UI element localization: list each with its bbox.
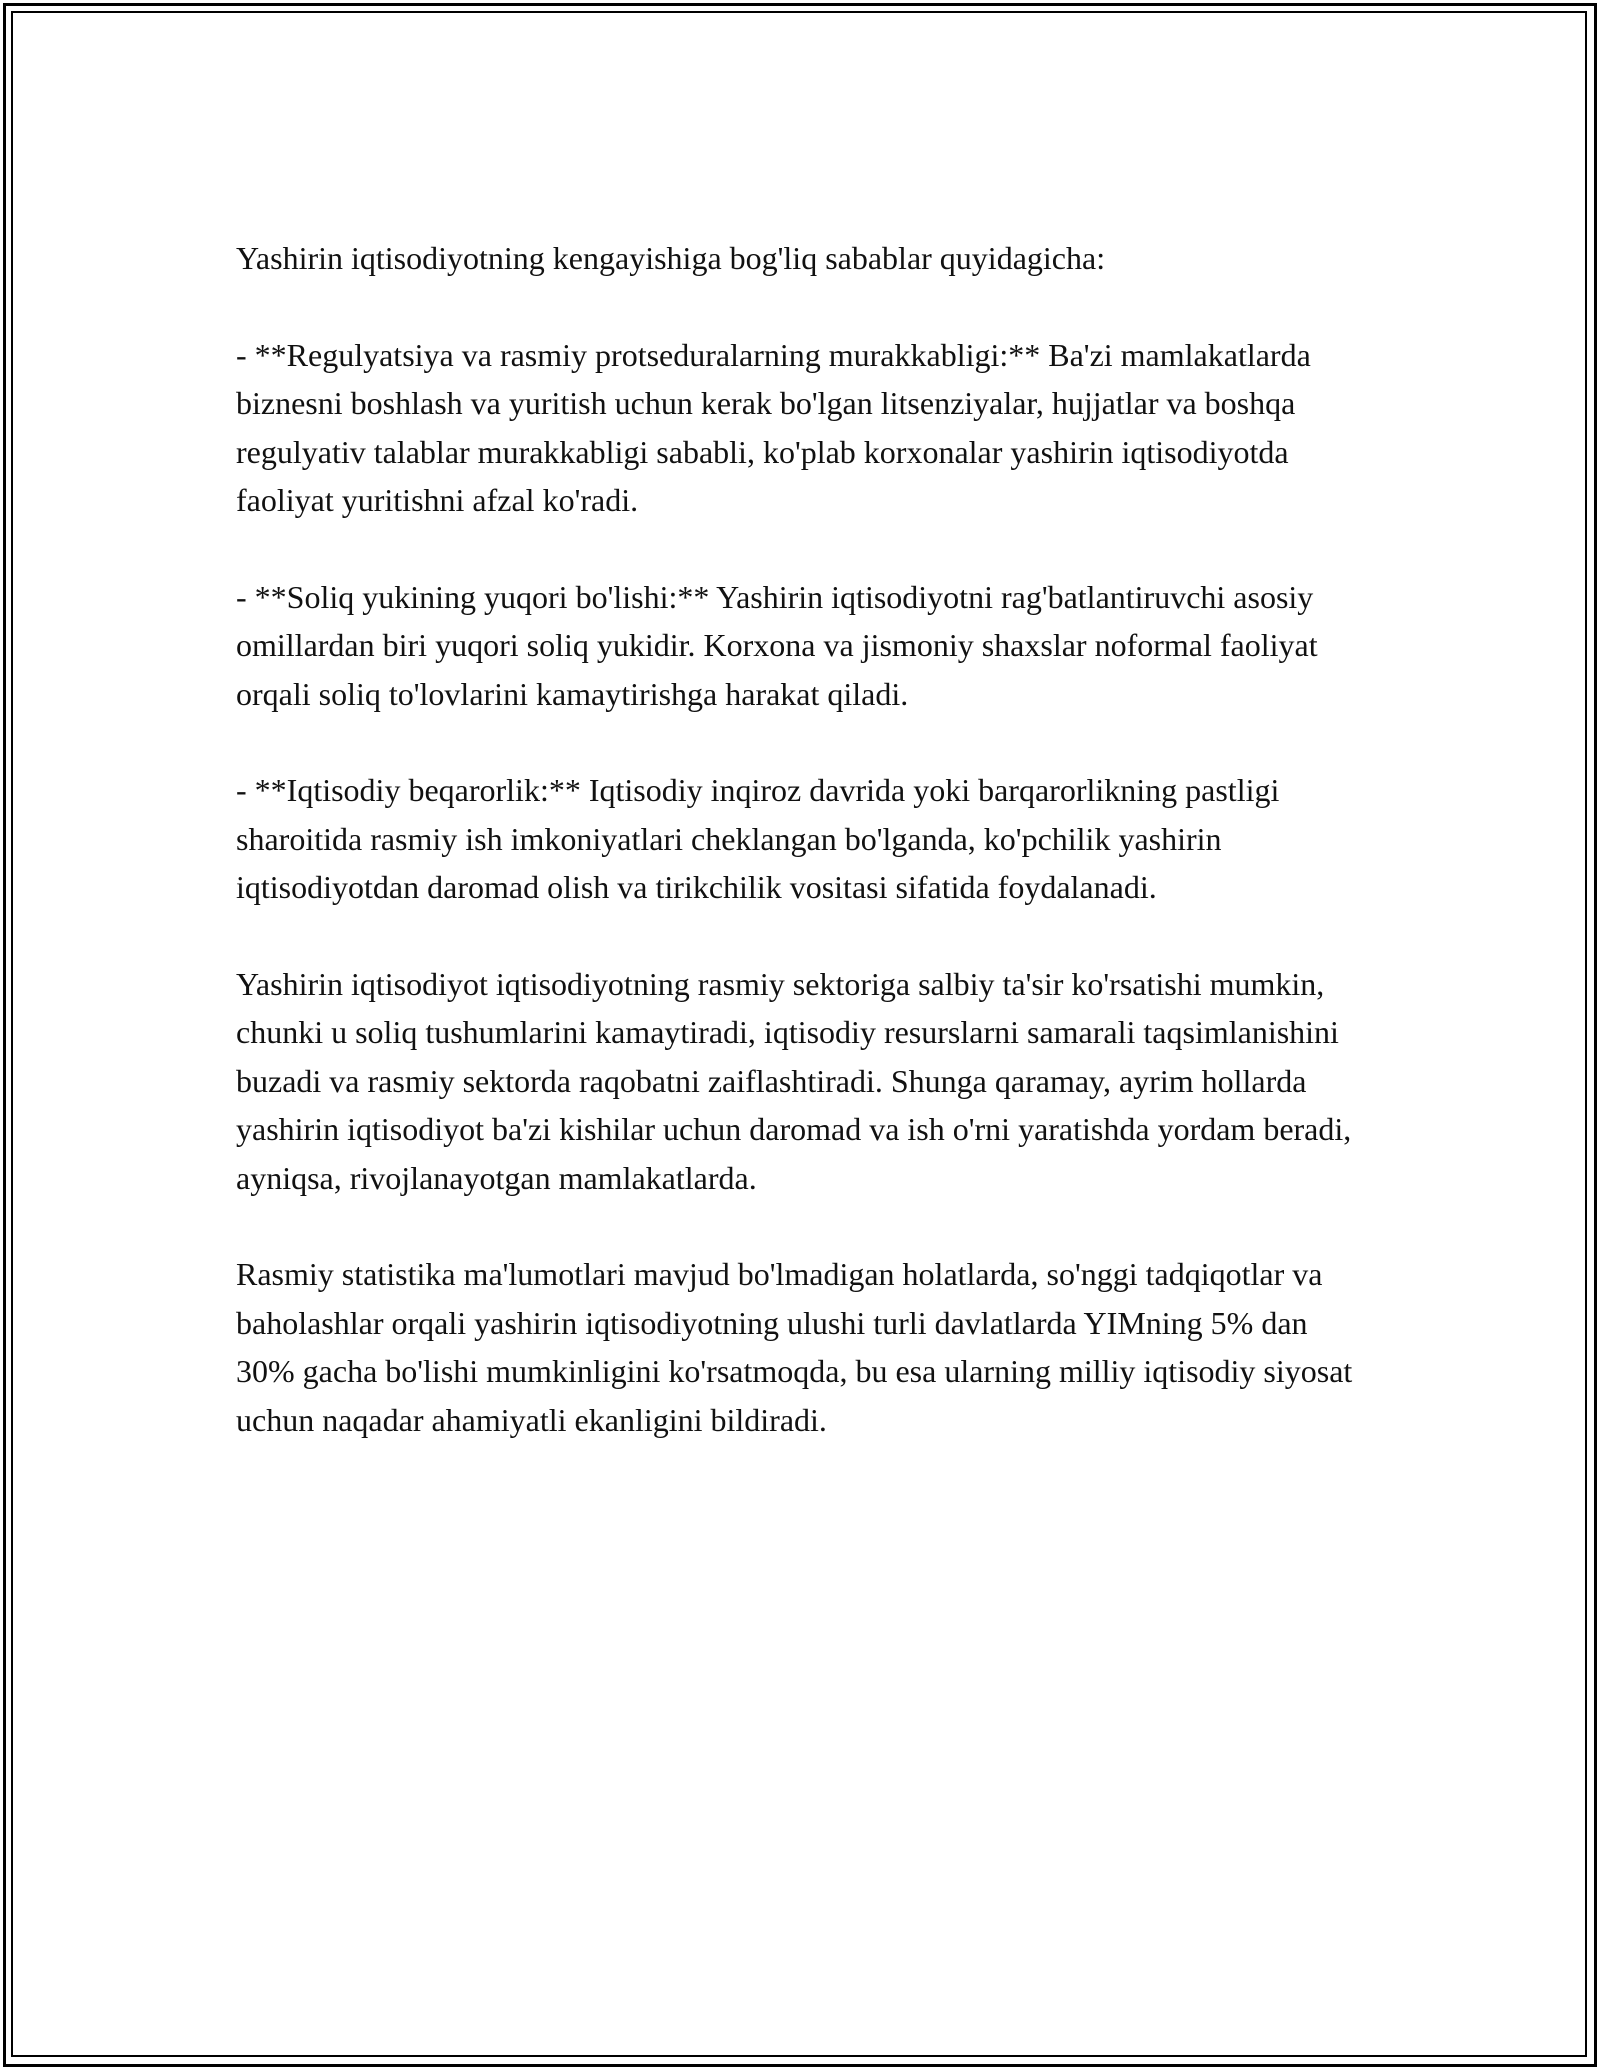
impact-paragraph: Yashirin iqtisodiyot iqtisodiyotning rasmiy sektoriga salbiy ta'sir ko'rsatishi mumkin, chunki u soliq tushumlarini kamaytiradi, iqtisodiy resurslarni samarali taqsimlanishini buzadi va rasmiy sektorda raqobatni zaiflashtiradi. Shunga qaramay, ayrim hollarda yashirin iqtisodiyot ba'zi kishilar uchun daromad va ish o'rni yaratishda yordam beradi, ayniqsa, rivojlanayotgan mamlakatlarda.: [236, 965, 1352, 1196]
document-body: [236, 234, 1366, 1492]
bullet-tax-burden: - **Soliq yukining yuqori bo'lishi:** Yashirin iqtisodiyotni rag'batlantiruvchi asosiy omillardan biri yuqori soliq yukidir. Korxona va jismoniy shaxslar noformal faoliyat orqali soliq to'lovlarini kamaytirishga harakat qiladi.: [236, 578, 1318, 712]
bullet-economic-instability: - **Iqtisodiy beqarorlik:** Iqtisodiy inqiroz davrida yoki barqarorlikning pastligi sharoitida rasmiy ish imkoniyatlari cheklangan bo'lganda, ko'pchilik yashirin iqtisodiyotdan daromad olish va tirikchilik vositasi sifatida foydalanadi.: [236, 772, 1280, 905]
statistics-paragraph: Rasmiy statistika ma'lumotlari mavjud bo'lmadigan holatlarda, so'nggi tadqiqotlar va baholashlar orqali yashirin iqtisodiyotning ulushi turli davlatlarda YIMning 5% dan 30% gacha bo'lishi mumkinligini ko'rsatmoqda, bu esa ularning milliy iqtisodiy siyosat uchun naqadar ahamiyatli ekanligini bildiradi.: [236, 1256, 1353, 1438]
intro-paragraph: Yashirin iqtisodiyotning kengayishiga bog'liq sabablar quyidagicha:: [236, 240, 1106, 276]
bullet-regulation: - **Regulyatsiya va rasmiy protseduralarning murakkabligi:** Ba'zi mamlakatlarda biznesni boshlash va yuritish uchun kerak bo'lgan litsenziyalar, hujjatlar va boshqa regulyativ talablar murakkabligi sababli, ko'plab korxonalar yashirin iqtisodiyotda faoliyat yuritishni afzal ko'radi.: [236, 336, 1311, 518]
